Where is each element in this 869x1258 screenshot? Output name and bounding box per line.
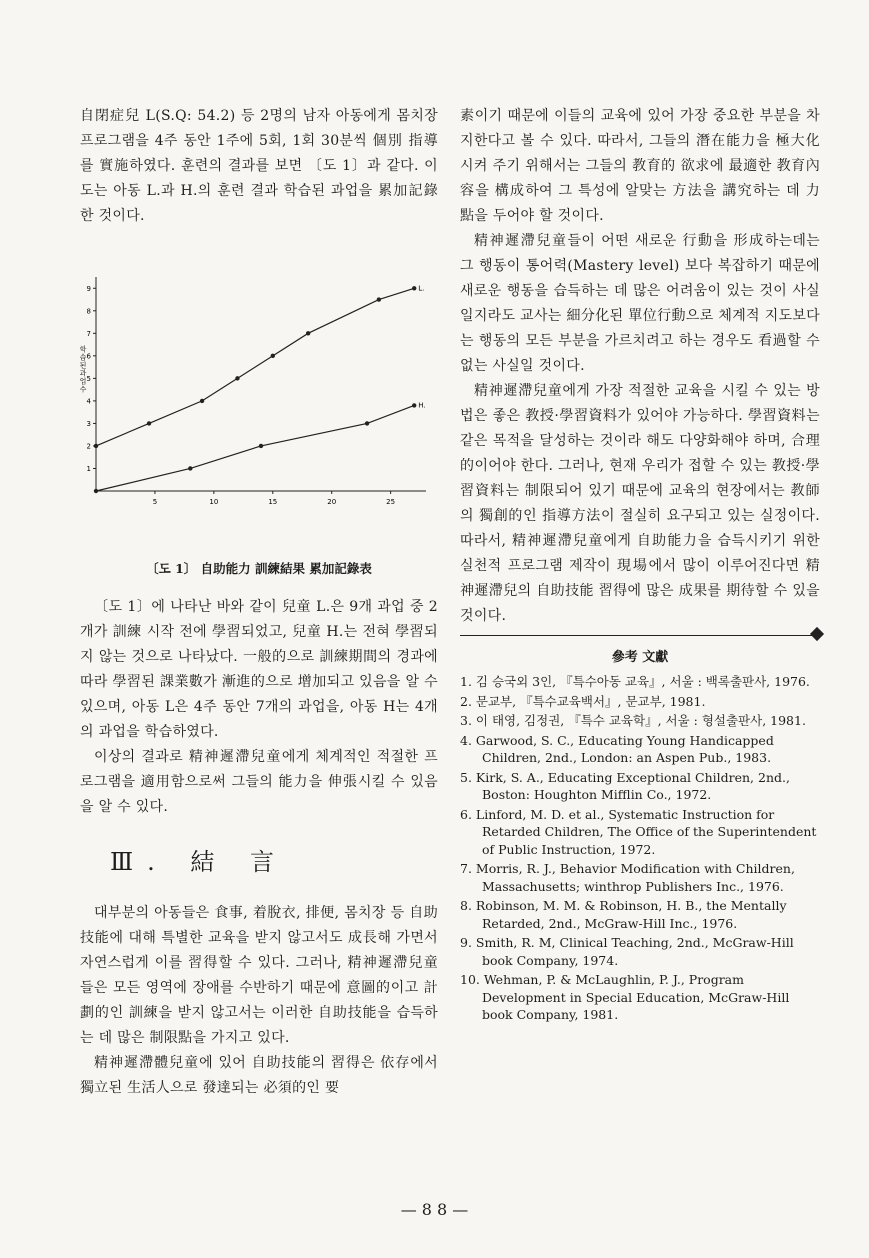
- x-tick-label: 10: [209, 498, 219, 506]
- section-heading: Ⅲ. 結 言: [110, 848, 289, 876]
- x-tick-label: 20: [327, 498, 337, 506]
- x-tick-label: 25: [386, 498, 396, 506]
- paragraph: 대부분의 아동들은 食事, 着脫衣, 排便, 몸치장 등 自助技能에 대해 특별한 교육을 받지 않고서도 成長해 가면서 자연스럽게 이를 習得할 수 있다. 그러나, 精神遲滯兒童들은 모든 영역에 장애를 수반하기 때문에 意圖的이고 計劃的인 訓練을 받지 않고서는 이러한 自助技能을 습득하는 데 많은 制限點을 가지고 있다.: [80, 905, 438, 1046]
- series-label: L.: [418, 284, 425, 293]
- data-point: [200, 399, 204, 403]
- data-point: [147, 421, 151, 425]
- data-point: [94, 489, 98, 493]
- x-tick-label: 5: [152, 498, 158, 506]
- paragraph: 이상의 결과로 精神遲滯兒童에게 체계적인 적절한 프로그램을 適用함으로써 그들의 能力을 伸張시킬 수 있음을 알 수 있다.: [80, 749, 438, 815]
- paragraph: 精神遲滯兒童에게 가장 적절한 교육을 시킬 수 있는 방법은 좋은 教授·學習資料가 있어야 가능하다. 學習資料는 같은 목적을 달성하는 것이라 해도 다양화해야 하며, 合理的이어야 한다. 그러나, 현재 우리가 접할 수 있는 教授·學習資料는 制限되어 있기 때문에 교육의 현장에서는 教師의 獨創的인 指導方法이 절실히 요구되고 있는 실정이다. 따라서, 精神遲滯兒童에게 自助能力을 습득시키기 위한 실천적 프로그램 제작이 現場에서 많이 이루어진다면 精神遲滯兒의 自助技能 習得에 많은 成果를 期待할 수 있을 것이다.: [460, 383, 820, 624]
- data-point: [306, 331, 310, 335]
- y-axis-label: 학 습 된 과 업 수: [80, 345, 87, 394]
- diamond-icon: [810, 627, 824, 641]
- y-tick-label: 4: [86, 397, 91, 406]
- y-tick-label: 8: [86, 307, 91, 316]
- reference-item: 10. Wehman, P. & McLaughlin, P. J., Program Development in Special Education, McGraw-Hill book Company, 1981.: [460, 972, 790, 1022]
- chart-svg: [80, 259, 438, 549]
- data-point: [271, 354, 275, 358]
- right-column: [460, 104, 820, 1026]
- reference-item: 7. Morris, R. J., Behavior Modification with Children, Massachusetts; winthrop Publishers Inc., 1976.: [460, 861, 795, 894]
- data-point: [412, 403, 416, 407]
- page-number: — 8 8 —: [400, 1200, 469, 1219]
- reference-item: 6. Linford, M. D. et al., Systematic Instruction for Retarded Children, The Office of the Superintendent of Public Instruction, 1972.: [460, 806, 817, 857]
- y-tick-label: 6: [86, 352, 91, 361]
- data-point: [94, 444, 98, 448]
- series-label: H.: [418, 401, 426, 410]
- data-point: [235, 376, 239, 380]
- references-title: 參考 文獻: [611, 650, 669, 665]
- y-tick-label: 9: [86, 284, 91, 293]
- reference-item: 8. Robinson, M. M. & Robinson, H. B., the Mentally Retarded, 2nd., McGraw-Hill Inc., 1976.: [460, 898, 787, 931]
- data-point: [412, 286, 416, 290]
- figure-chart: [80, 259, 438, 549]
- y-tick-label: 3: [86, 419, 91, 428]
- data-point: [259, 444, 263, 448]
- x-tick-label: 15: [268, 498, 278, 506]
- section-rule: [460, 635, 820, 636]
- reference-item: 3. 이 태영, 김정권, 『특수 교육학』, 서울 : 형설출판사, 1981.: [460, 713, 806, 728]
- reference-item: 9. Smith, R. M, Clinical Teaching, 2nd., McGraw-Hill book Company, 1974.: [460, 935, 794, 968]
- reference-item: 4. Garwood, S. C., Educating Young Handicapped Children, 2nd., London: an Aspen Pub., 1983.: [460, 732, 774, 765]
- figure-caption: 〔도 1〕 自助能力 訓練結果 累加記錄表: [146, 561, 372, 576]
- y-tick-label: 1: [86, 464, 91, 473]
- paragraph: 精神遲滯兒童들이 어떤 새로운 行動을 形成하는데는 그 행동이 통어력(Mastery level) 보다 복잡하기 때문에 새로운 행동을 습득하는 데 많은 어려움이 있는 것이 사실일지라도 교사는 細分化된 單位行動으로 체계적 지도보다는 행동의 모든 부분을 가르치려고 하는 경우도 看過할 수 없는 사실일 것이다.: [460, 233, 820, 374]
- left-column: [80, 104, 438, 1101]
- paragraph: 〔도 1〕에 나타난 바와 같이 兒童 L.은 9개 과업 중 2개가 訓練 시작 전에 學習되었고, 兒童 H.는 전혀 學習되지 않는 것으로 나타났다. 一般的으로 訓練期間의 경과에 따라 學習된 課業數가 漸進的으로 增加되고 있음을 알 수 있으며, 아동 L은 4주 동안 7개의 과업을, 아동 H는 4개의 과업을 학습하였다.: [80, 599, 438, 740]
- paragraph: 精神遲滯體兒童에 있어 自助技能의 習得은 依存에서 獨立된 生活人으로 發達되는 必須的인 要: [80, 1055, 438, 1096]
- references-list: [460, 673, 820, 1024]
- reference-item: 2. 문교부, 『특수교육백서』, 문교부, 1981.: [460, 693, 706, 709]
- series-line: [96, 405, 414, 491]
- data-point: [377, 297, 381, 301]
- reference-item: 5. Kirk, S. A., Educating Exceptional Children, 2nd., Boston: Houghton Mifflin Co., 1972.: [460, 769, 790, 802]
- y-tick-label: 5: [86, 374, 91, 383]
- data-point: [365, 421, 369, 425]
- reference-item: 1. 김 승국외 3인, 『특수아동 교육』, 서울 : 백록출판사, 1976.: [460, 674, 810, 689]
- data-point: [188, 466, 192, 470]
- paragraph: 自閉症兒 L(S.Q: 54.2) 등 2명의 남자 아동에게 몸치장 프로그램을 4주 동안 1주에 5회, 1회 30분씩 個別 指導를 實施하였다. 훈련의 결과를 보면 〔도 1〕과 같다. 이 도는 아동 L.과 H.의 훈련 결과 학습된 과업을 累加記錄한 것이다.: [80, 108, 438, 224]
- y-tick-label: 2: [86, 442, 91, 451]
- paragraph: 素이기 때문에 이들의 교육에 있어 가장 중요한 부분을 차지한다고 볼 수 있다. 따라서, 그들의 潛在能力을 極大化시켜 주기 위해서는 그들의 教育的 欲求에 最適한 教育內容을 構成하여 그 특성에 알맞는 方法을 講究하는 데 力點을 두어야 할 것이다.: [460, 108, 820, 224]
- y-tick-label: 7: [86, 329, 91, 338]
